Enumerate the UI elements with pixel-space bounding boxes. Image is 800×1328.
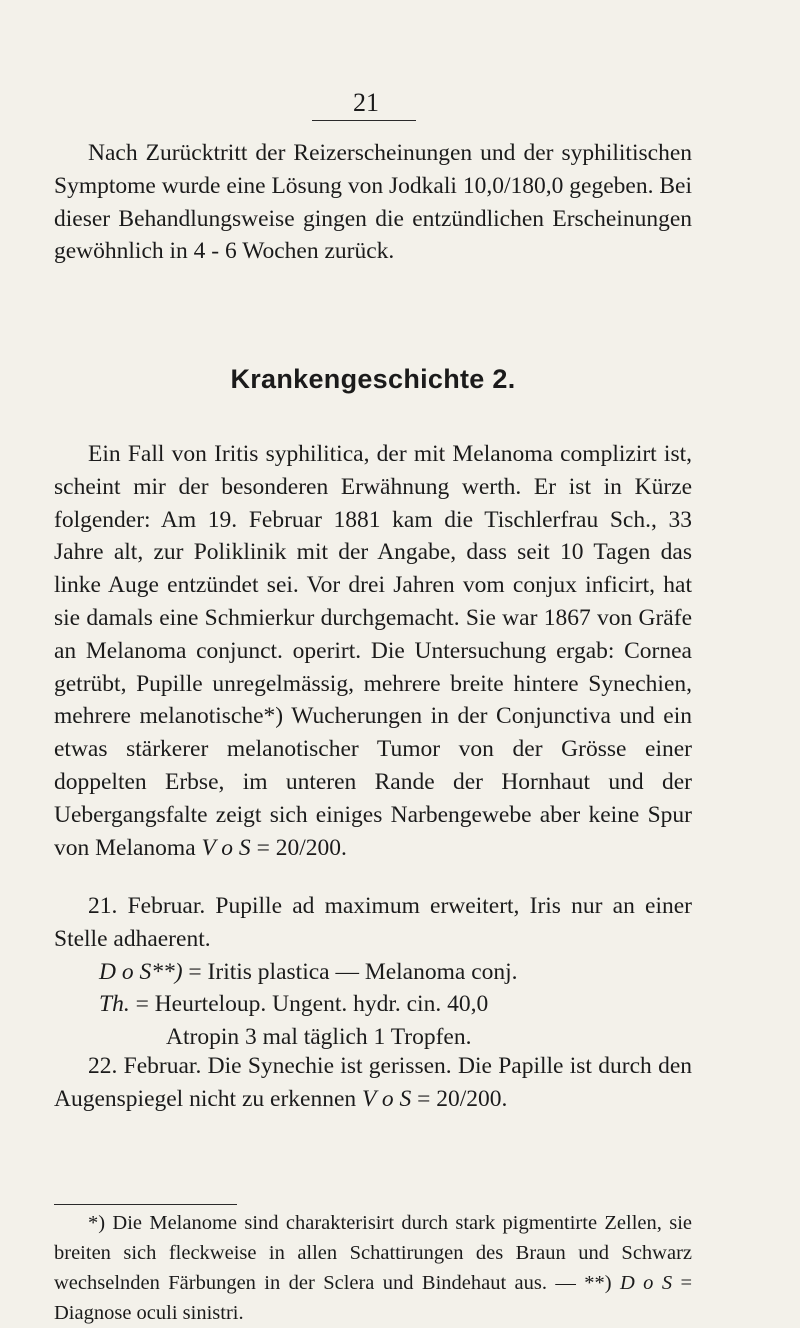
- vision-eq-1: =: [250, 834, 276, 861]
- intro-block: [54, 137, 692, 268]
- feb22-paragraph: [54, 1050, 692, 1116]
- vision-label-2: V o S: [362, 1085, 412, 1112]
- intro-paragraph: Nach Zurücktritt der Reizerscheinungen und der syphilitischen Symptome wurde eine Lösung von Jodkali 10,0/180,0 gegeben. Bei dieser Behandlungsweise gingen die entzündlichen Erscheinungen gewöhnlich in 4 - 6 Wochen zurück.: [54, 140, 692, 265]
- therapy-label: Th.: [99, 991, 130, 1018]
- therapy-text: = Heurteloup. Ungent. hydr. cin. 40,0: [129, 991, 489, 1018]
- diagnosis-text: = Iritis plastica — Melanoma conj.: [182, 958, 518, 985]
- feb22-text: 22. Februar. Die Synechie ist gerissen. Die Papille ist durch den Augenspiegel nicht zu erkennen: [54, 1053, 692, 1112]
- case-main-text: Ein Fall von Iritis syphilitica, der mit Melanoma complizirt ist, scheint mir der besonderen Erwähnung werth. Er ist in Kürze folgender: Am 19. Februar 1881 kam die Tischlerfrau Sch., 33 Jahre alt, zur Poliklinik mit der Angabe, dass seit 10 Tagen das linke Auge entzündet sei. Vor drei Jahren vom conjux inficirt, hat sie damals eine Schmierkur durchgemacht. Sie war 1867 von Gräfe an Melanoma conjunct. operirt. Die Untersuchung ergab: Cornea getrübt, Pupille unregelmässig, mehrere breite hintere Synechien, mehrere melanotische*) Wucherungen in der Conjunctiva und ein etwas stärkerer melanotischer Tumor von der Grösse einer doppelten Erbse, im unteren Rande der Hornhaut und der Uebergangsfalte zeigt sich einiges Narbengewebe aber keine Spur von Melanoma: [54, 441, 692, 861]
- diagnosis-line: [54, 956, 692, 989]
- diagnosis-label: D o S**): [99, 958, 183, 985]
- footnote-1: [54, 1208, 692, 1328]
- vision-value-1: 20/200.: [275, 834, 347, 861]
- case-heading: Krankengeschichte 2.: [230, 364, 516, 394]
- footnote-rule: [54, 1204, 237, 1205]
- footnote-1-text: *) Die Melanome sind charakterisirt durch stark pigmentirte Zellen, sie breiten sich fleckweise in allen Schattirungen des Braun und Schwarz wechselnden Färbungen in der Sclera und Bindehaut aus. —: [54, 1212, 692, 1294]
- therapy-line: [54, 988, 692, 1021]
- page-number: 21: [353, 88, 379, 117]
- vision-label-1: V o S: [201, 834, 251, 861]
- footnote-2-label: D o S: [620, 1272, 673, 1294]
- therapy-line-2: Atropin 3 mal täglich 1 Tropfen.: [166, 1024, 472, 1051]
- case-main-paragraph: [54, 438, 692, 864]
- feb21-block: [54, 890, 692, 1054]
- vision-value-2: 20/200.: [436, 1085, 508, 1112]
- case-history-block: [54, 438, 692, 864]
- footnote-2-text: = Diagnose oculi sinistri.: [54, 1272, 693, 1324]
- page-number-rule: [312, 120, 416, 121]
- vision-eq-2: =: [411, 1085, 437, 1112]
- footnotes: [54, 1208, 692, 1328]
- feb22-block: [54, 1050, 692, 1116]
- footnote-2-marker: **): [575, 1272, 620, 1294]
- feb21-paragraph: 21. Februar. Pupille ad maximum erweitert, Iris nur an einer Stelle adhaerent.: [54, 893, 692, 952]
